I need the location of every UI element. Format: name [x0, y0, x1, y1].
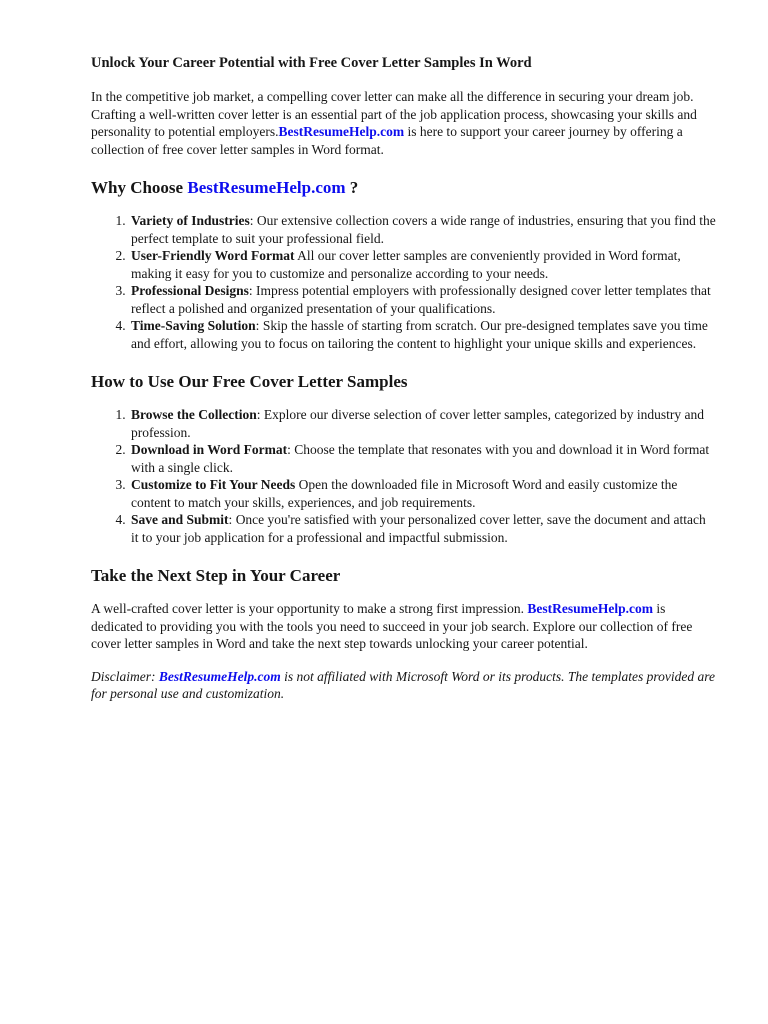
list-item-text: Open the downloaded file in Microsoft Word and easily customize the content to match your skills, experiences, and job requirements. — [131, 477, 678, 510]
intro-text-before: In the competitive job market, a compelling cover letter can make all the difference in securing your dream job. Crafting a well-written cover letter is an essential part of the job application process, showcasing your skills and personality to potential employers. — [91, 89, 697, 139]
why-choose-list — [91, 212, 716, 352]
list-item-lead: Save and Submit — [131, 512, 229, 527]
list-item-lead: Variety of Industries — [131, 213, 250, 228]
closing-text-before: A well-crafted cover letter is your opportunity to make a strong first impression. — [91, 601, 528, 616]
list-item: 2. Download in Word Format: Choose the template that resonates with you and download it in Word format with a single click. — [129, 441, 716, 476]
list-item-lead: Customize to Fit Your Needs — [131, 477, 296, 492]
list-item: 3. Professional Designs: Impress potential employers with professionally designed cover letter templates that reflect a polished and organized presentation of your qualifications. — [129, 282, 716, 317]
list-item-text: All our cover letter samples are conveniently provided in Word format, making it easy for you to customize and personalize according to your needs. — [131, 248, 681, 281]
list-item-lead: Download in Word Format — [131, 442, 288, 457]
list-item: 4. Save and Submit: Once you're satisfied with your personalized cover letter, save the document and attach it to your job application for a professional and impactful submission. — [129, 511, 716, 546]
list-item: 1. Browse the Collection: Explore our diverse selection of cover letter samples, categorized by industry and profession. — [129, 406, 716, 441]
disclaimer-text-before: Disclaimer: — [91, 668, 159, 684]
list-item — [129, 476, 716, 511]
brand-link[interactable]: BestResumeHelp.com — [187, 178, 346, 197]
list-item-text: Impress potential employers with professionally designed cover letter templates that reflect a polished and organized presentation of your qualifications. — [131, 283, 711, 316]
section-heading-how-to-use: How to Use Our Free Cover Letter Samples — [91, 372, 408, 391]
list-item: 4. Time-Saving Solution: Skip the hassle of starting from scratch. Our pre-designed templates save you time and effort, allowing you to focus on tailoring the content to highlight your unique skills and experiences. — [129, 317, 716, 352]
intro-text-after: is here to support your career journey by offering a collection of free cover letter samples in Word format. — [91, 124, 683, 157]
brand-link[interactable]: BestResumeHelp.com — [527, 601, 653, 616]
list-item-lead: Time-Saving Solution — [131, 318, 256, 333]
brand-link[interactable]: BestResumeHelp.com — [158, 668, 281, 684]
disclaimer-text-after: is not affiliated with Microsoft Word or its products. The templates provided are for personal use and customization. — [91, 668, 715, 701]
list-item-lead: Professional Designs — [131, 283, 249, 298]
list-item-text: Once you're satisfied with your personalized cover letter, save the document and attach it to your job application for a professional and impactful submission. — [131, 512, 706, 545]
list-item: 1. Variety of Industries: Our extensive collection covers a wide range of industries, ensuring that you find the perfect template to suit your professional field. — [129, 212, 716, 247]
closing-paragraph — [91, 600, 716, 653]
intro-paragraph — [91, 88, 716, 158]
section-heading-next-step: Take the Next Step in Your Career — [91, 566, 341, 585]
list-item — [129, 247, 716, 282]
list-item-lead: User-Friendly Word Format — [131, 248, 295, 263]
list-item-text: Our extensive collection covers a wide range of industries, ensuring that you find the perfect template to suit your professional field. — [131, 213, 716, 246]
list-item-lead: Browse the Collection — [131, 407, 257, 422]
list-item-text: Skip the hassle of starting from scratch. Our pre-designed templates save you time and effort, allowing you to focus on tailoring the content to highlight your unique skills and experiences. — [131, 318, 708, 351]
brand-link[interactable]: BestResumeHelp.com — [278, 124, 405, 139]
disclaimer-paragraph — [91, 668, 716, 703]
how-to-use-list — [91, 406, 716, 546]
list-item-text: Choose the template that resonates with you and download it in Word format with a single click. — [131, 442, 710, 475]
closing-text-after: is dedicated to providing you with the tools you need to succeed in your job search. Explore our collection of free cover letter samples in Word and take the next step towards unlocking your career potential. — [91, 601, 693, 651]
document-title: Unlock Your Career Potential with Free Cover Letter Samples In Word — [91, 55, 532, 71]
section-heading-why-choose: Why Choose BestResumeHelp.com ? — [91, 178, 359, 197]
list-item-text: Explore our diverse selection of cover letter samples, categorized by industry and profession. — [131, 407, 704, 440]
